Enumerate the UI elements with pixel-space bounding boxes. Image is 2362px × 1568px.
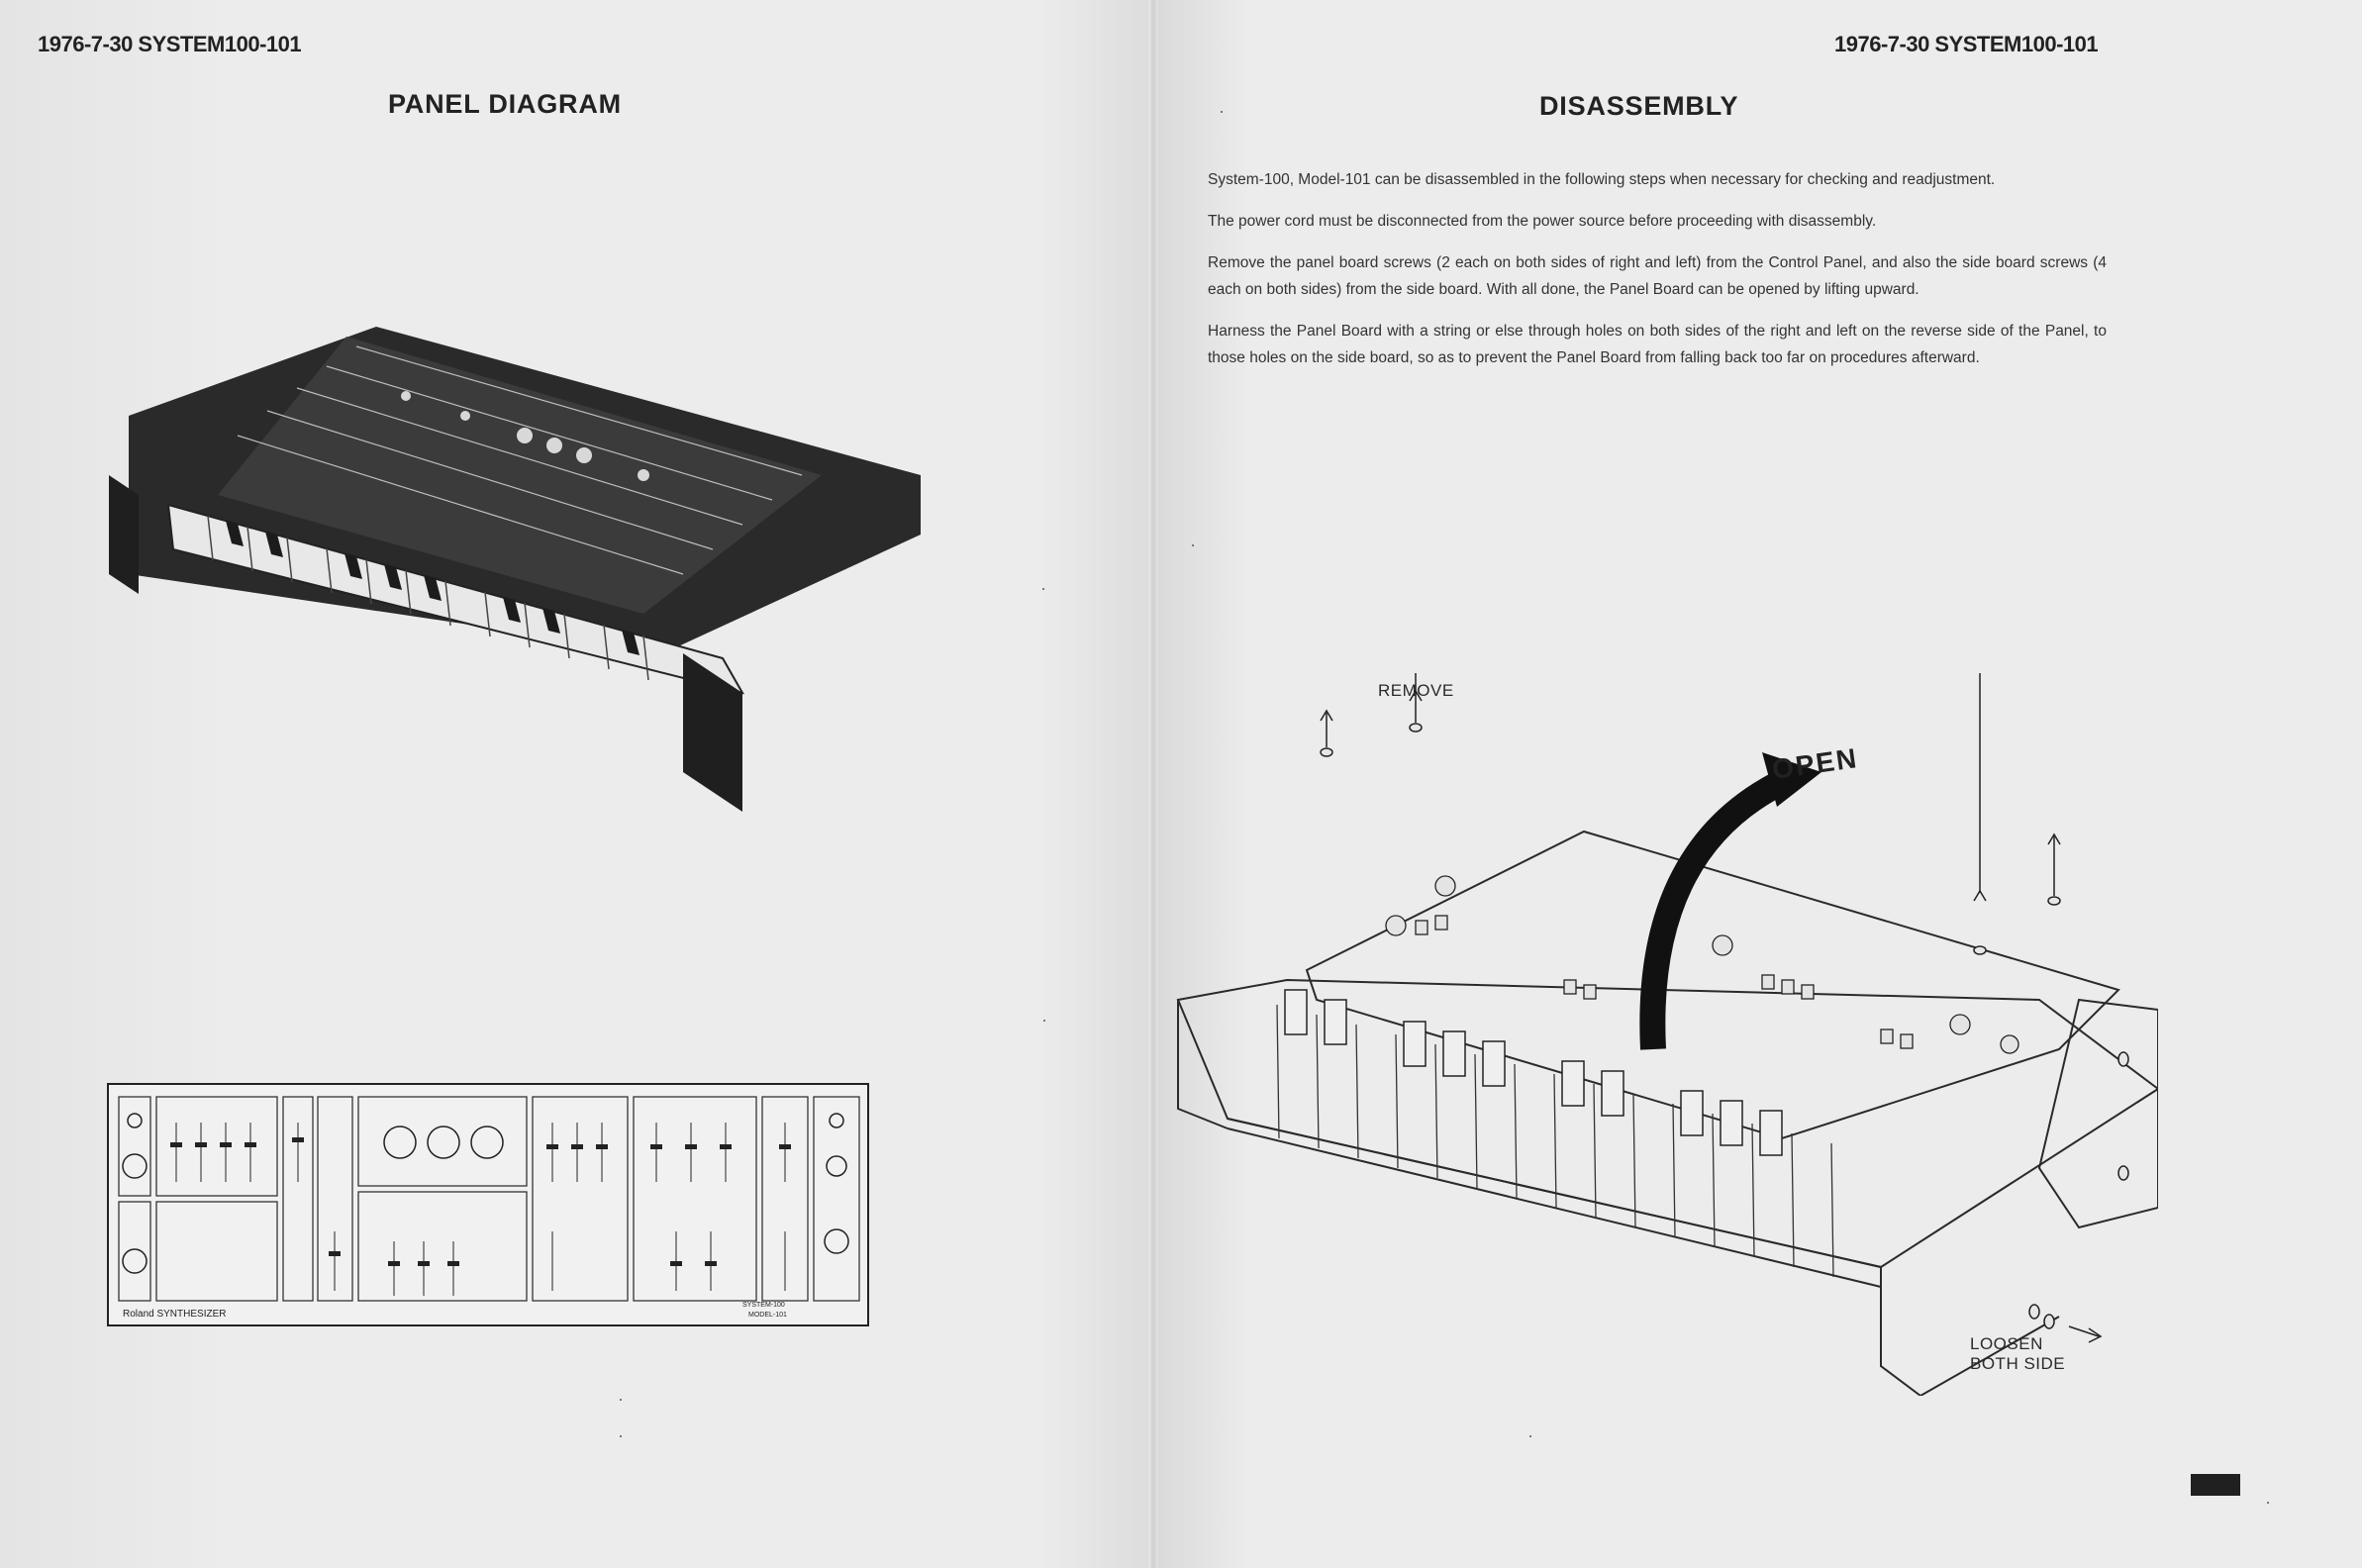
instruction-paragraph: Harness the Panel Board with a string or else through holes on both sides of the right and left on the reverse side of the Panel, to those holes on the side board, so as to prevent the Panel Board from falling back too far on procedures afterward. — [1208, 323, 2107, 366]
panel-model-line-2: MODEL-101 — [748, 1312, 787, 1319]
paper-speck — [620, 1435, 622, 1437]
paper-speck — [1042, 588, 1044, 590]
loosen-label — [1970, 1334, 2065, 1374]
instruction-paragraph: The power cord must be disconnected from the power source before proceeding with disassembly. — [1208, 213, 1877, 230]
disassembly-title: DISASSEMBLY — [1539, 91, 1739, 121]
panel-brand-text: Roland SYNTHESIZER — [123, 1309, 227, 1320]
disassembly-illustration — [1168, 673, 2158, 1396]
synthesizer-photo — [109, 327, 921, 812]
paper-speck — [620, 1399, 622, 1401]
left-running-head: 1976-7-30 SYSTEM100-101 — [38, 32, 302, 56]
loosen-label-line-1: LOOSEN — [1970, 1334, 2043, 1353]
instruction-paragraph: Remove the panel board screws (2 each on both sides of right and left) from the Control Panel, and also the side board screws (4 each on both sides) from the side board. With all done, the Panel Board can be opened by lifting upward. — [1208, 254, 2107, 298]
remove-label: REMOVE — [1378, 681, 1454, 700]
page-marker-block — [2191, 1474, 2240, 1496]
loosen-label-line-2: BOTH SIDE — [1970, 1354, 2066, 1373]
panel-layout-diagram — [107, 1083, 869, 1326]
open-label: OPEN — [1770, 742, 1861, 785]
paper-speck — [1529, 1435, 1531, 1437]
instruction-paragraph: System-100, Model-101 can be disassembled in the following steps when necessary for checking and readjustment. — [1208, 171, 1996, 188]
right-running-head: 1976-7-30 SYSTEM100-101 — [1834, 32, 2099, 56]
panel-diagram-title: PANEL DIAGRAM — [388, 89, 622, 119]
paper-speck — [1043, 1020, 1045, 1022]
disassembly-instructions — [1208, 166, 2107, 386]
book-spine — [1148, 0, 1158, 1568]
paper-speck — [1192, 544, 1194, 546]
paper-speck — [2267, 1502, 2269, 1504]
panel-model-line-1: SYSTEM-100 — [742, 1302, 785, 1309]
paper-speck — [1221, 111, 1223, 113]
